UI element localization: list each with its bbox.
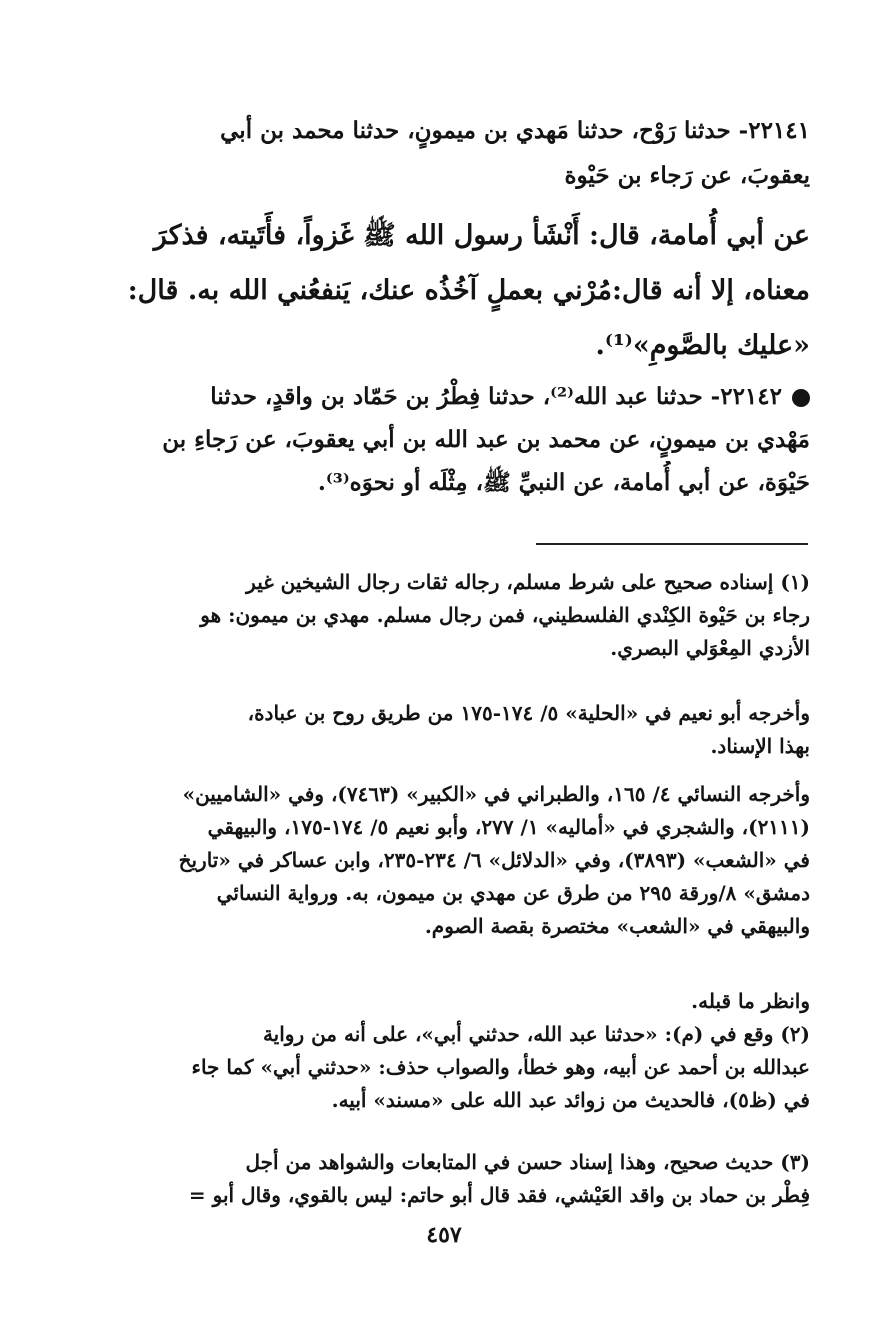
footnote-3 [110, 1146, 810, 1212]
footnote-2 [110, 1018, 810, 1117]
text-line [110, 375, 810, 418]
text-line: وانظر ما قبله. [691, 989, 810, 1013]
hadith-22142 [110, 375, 810, 504]
text-line: والبيهقي في «الشعب» مختصرة بقصة الصوم. [424, 914, 810, 938]
text-line: (٣) حديث صحيح، وهذا إسناد حسن في المتابعات والشواهد من أجل [245, 1150, 810, 1174]
hadith-22141-isnad [110, 108, 810, 198]
footnote-1-paragraph-3 [110, 778, 810, 943]
text-line: بهذا الإسناد. [710, 734, 810, 758]
page-number: ٤٥٧ [426, 1222, 462, 1248]
text-line: (٢) وقع في (م): «حدثنا عبد الله، حدثني أبي»، على أنه من رواية [262, 1022, 810, 1046]
footnote-1 [110, 566, 810, 665]
text-line: عن أبي أُمامة، قال: أَنْشَأ رسول الله ﷺ غَزواً، فأَتَيته، فذكرَ [153, 220, 810, 251]
footnote-separator [536, 543, 808, 545]
text-line-content: ٢٢١٤٢- حدثنا عبد الله⁽²⁾، حدثنا فِطْرُ بن حَمّاد بن واقدٍ، حدثنا [210, 383, 782, 410]
bullet-marker [792, 389, 810, 407]
text-line: حَيْوَة، عن أبي أُمامة، عن النبيِّ ﷺ، مِثْلَه أو نحوَه⁽³⁾. [317, 469, 810, 496]
text-line: مَهْدي بن ميمونٍ، عن محمد بن عبد الله بن أبي يعقوبَ، عن رَجاءِ بن [162, 426, 810, 453]
footnote-1-paragraph-4 [110, 985, 810, 1018]
text-line: «عليك بالصَّومِ»⁽¹⁾. [595, 330, 810, 361]
text-line: (٢١١١)، والشجري في «أماليه» ١/ ٢٧٧، وأبو نعيم ٥/ ١٧٤-١٧٥، والبيهقي [207, 815, 810, 839]
text-line: ٢٢١٤١- حدثنا رَوْح، حدثنا مَهدي بن ميمونٍ، حدثنا محمد بن أبي [220, 117, 810, 144]
text-line: معناه، إلا أنه قال:مُرْني بعملٍ آخُذُه عنك، يَنفعُني الله به. قال: [127, 275, 810, 306]
footnote-1-paragraph-2 [110, 697, 810, 763]
text-line: وأخرجه أبو نعيم في «الحلية» ٥/ ١٧٤-١٧٥ من طريق روح بن عبادة، [247, 701, 810, 725]
text-line: في (ظ٥)، فالحديث من زوائد عبد الله على «مسند» أبيه. [331, 1088, 810, 1112]
text-line: يعقوبَ، عن رَجاء بن حَيْوة [564, 162, 810, 189]
text-line: (١) إسناده صحيح على شرط مسلم، رجاله ثقات رجال الشيخين غير [246, 570, 810, 594]
text-line: وأخرجه النسائي ٤/ ١٦٥، والطبراني في «الكبير» (٧٤٦٣)، وفي «الشاميين» [182, 782, 810, 806]
text-line: الأزدي المِعْوَلي البصري. [610, 636, 810, 660]
hadith-22141-matn [110, 208, 810, 373]
text-line: في «الشعب» (٣٨٩٣)، وفي «الدلائل» ٦/ ٢٣٤-٢٣٥، وابن عساكر في «تاريخ [178, 848, 810, 872]
text-line: رجاء بن حَيْوة الكِنْدي الفلسطيني، فمن رجال مسلم. مهدي بن ميمون: هو [200, 603, 810, 627]
text-line: دمشق» ٨/ورقة ٢٩٥ من طرق عن مهدي بن ميمون، به. ورواية النسائي [216, 881, 810, 905]
text-line: عبدالله بن أحمد عن أبيه، وهو خطأ، والصواب حذف: «حدثني أبي» كما جاء [191, 1055, 810, 1079]
text-line: فِطْر بن حماد بن واقد العَيْشي، فقد قال أبو حاتم: ليس بالقوي، وقال أبو = [188, 1183, 810, 1207]
